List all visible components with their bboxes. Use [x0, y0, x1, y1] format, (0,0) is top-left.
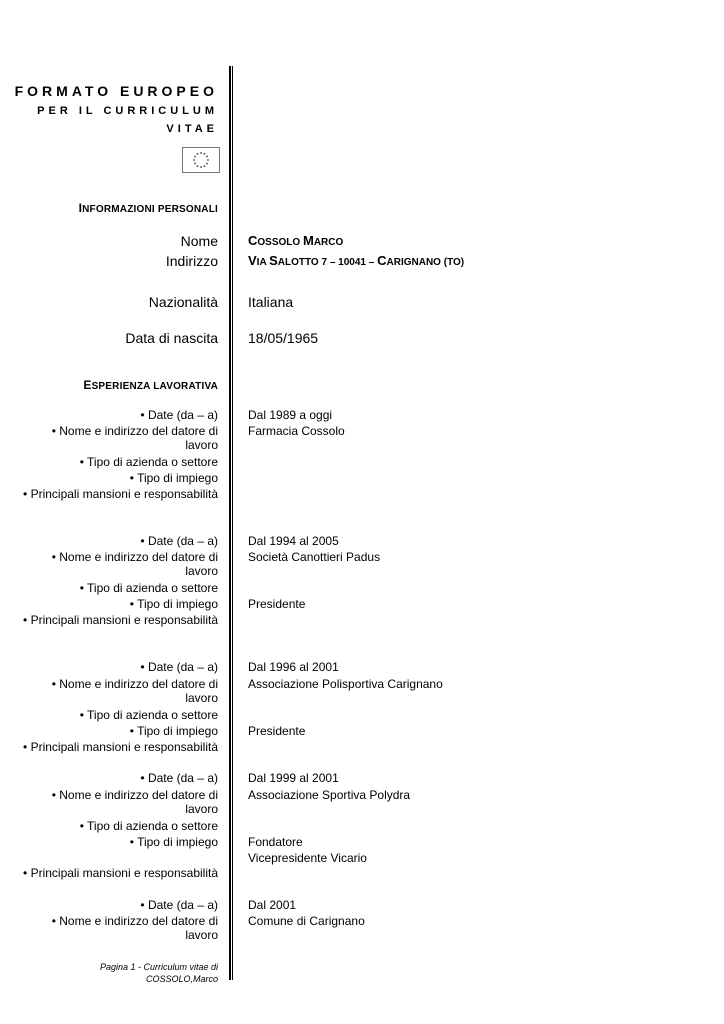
entry-employment: Presidente	[248, 724, 306, 738]
entry-employer: Associazione Sportiva Polydra	[248, 788, 411, 802]
section-title-personal: INFORMAZIONI PERSONALI	[78, 201, 218, 215]
label-employer: • Nome e indirizzo del datore di	[51, 424, 218, 438]
label-sector: • Tipo di azienda o settore	[79, 455, 218, 469]
label-employer-cont: lavoro	[185, 928, 218, 942]
address-label: Indirizzo	[165, 253, 218, 269]
entry-employment-2: Vicepresidente Vicario	[248, 851, 367, 865]
eu-flag-icon	[182, 147, 220, 173]
birth-label: Data di nascita	[125, 330, 218, 346]
label-employment: • Tipo di impiego	[129, 724, 218, 738]
label-date: • Date (da – a)	[140, 771, 218, 785]
section-title-work: ESPERIENZA LAVORATIVA	[83, 378, 218, 392]
label-employer: • Nome e indirizzo del datore di	[51, 914, 218, 928]
label-employer: • Nome e indirizzo del datore di	[51, 788, 218, 802]
label-employer-cont: lavoro	[185, 564, 218, 578]
entry-date: Dal 2001	[248, 898, 297, 912]
label-date: • Date (da – a)	[140, 534, 218, 548]
label-sector: • Tipo di azienda o settore	[79, 708, 218, 722]
label-duties: • Principali mansioni e responsabilità	[23, 740, 218, 754]
entry-employment: Presidente	[248, 597, 306, 611]
entry-employer: Società Canottieri Padus	[248, 550, 381, 564]
column-divider-thin	[232, 66, 233, 980]
label-duties: • Principali mansioni e responsabilità	[23, 613, 218, 627]
label-employer-cont: lavoro	[185, 802, 218, 816]
label-date: • Date (da – a)	[140, 898, 218, 912]
title-line-1: FORMATO EUROPEO	[14, 83, 218, 99]
label-date: • Date (da – a)	[140, 660, 218, 674]
title-line-2: PER IL CURRICULUM	[37, 105, 218, 117]
label-duties: • Principali mansioni e responsabilità	[23, 487, 218, 501]
entry-employment: Fondatore	[248, 835, 303, 849]
label-employer: • Nome e indirizzo del datore di	[51, 550, 218, 564]
label-duties: • Principali mansioni e responsabilità	[23, 866, 218, 880]
label-employer-cont: lavoro	[185, 691, 218, 705]
name-label: Nome	[180, 233, 218, 249]
nationality-value: Italiana	[248, 294, 294, 310]
entry-employer: Comune di Carignano	[248, 914, 365, 928]
entry-date: Dal 1989 a oggi	[248, 408, 333, 422]
entry-employer: Associazione Polisportiva Carignano	[248, 677, 443, 691]
label-date: • Date (da – a)	[140, 408, 218, 422]
column-divider	[229, 66, 231, 980]
entry-employer: Farmacia Cossolo	[248, 424, 345, 438]
label-employment: • Tipo di impiego	[129, 471, 218, 485]
label-employer-cont: lavoro	[185, 438, 218, 452]
address-value: VIA SALOTTO 7 – 10041 – CARIGNANO (TO)	[248, 253, 465, 268]
entry-date: Dal 1999 al 2001	[248, 771, 339, 785]
entry-date: Dal 1994 al 2005	[248, 534, 339, 548]
footer-line-2: COSSOLO,Marco	[145, 974, 218, 984]
label-sector: • Tipo di azienda o settore	[79, 819, 218, 833]
entry-date: Dal 1996 al 2001	[248, 660, 339, 674]
footer-line-1: Pagina 1 - Curriculum vitae di	[99, 962, 218, 972]
title-line-3: VITAE	[166, 123, 218, 135]
label-sector: • Tipo di azienda o settore	[79, 581, 218, 595]
label-employment: • Tipo di impiego	[129, 597, 218, 611]
name-value: COSSOLO MARCO	[248, 233, 344, 248]
nationality-label: Nazionalità	[148, 294, 218, 310]
label-employment: • Tipo di impiego	[129, 835, 218, 849]
page-footer	[100, 961, 218, 985]
birth-value: 18/05/1965	[248, 330, 319, 346]
document-title	[0, 82, 218, 138]
label-employer: • Nome e indirizzo del datore di	[51, 677, 218, 691]
